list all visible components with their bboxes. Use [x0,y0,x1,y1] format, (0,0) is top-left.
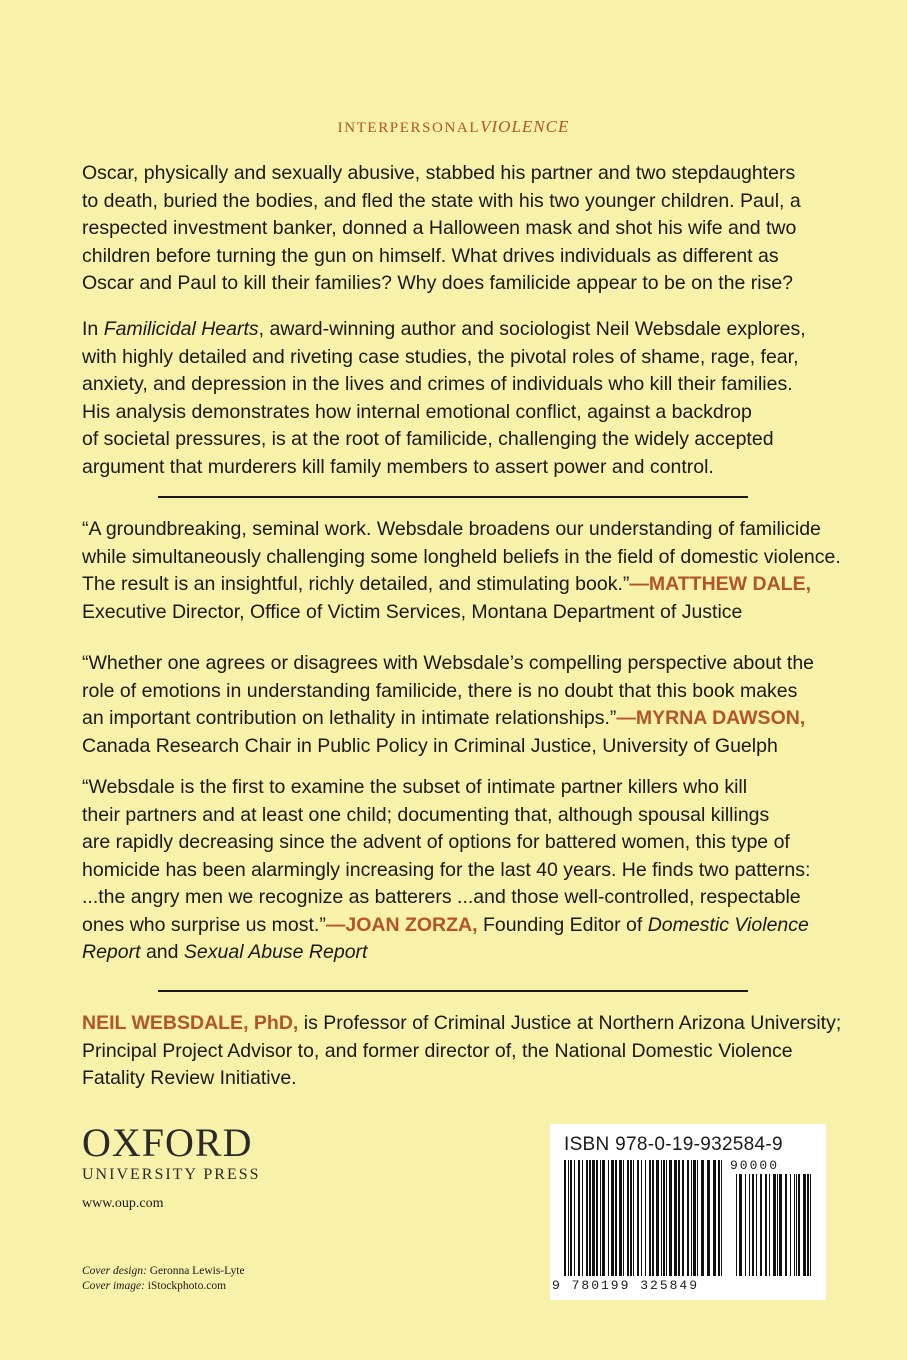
cover-credits [82,1264,245,1294]
book-title: Familicidal Hearts [103,318,259,340]
publisher-logo [82,1120,261,1184]
blurb-line: are rapidly decreasing since the advent of options for battered women, this type of [82,831,790,853]
description-paragraph [82,316,842,481]
intro-line: to death, buried the bodies, and fled the state with his two younger children. Paul, a [82,189,801,212]
description-line: anxiety, and depression in the lives and crimes of individuals who kill their families. [82,373,793,395]
bio-line: Principal Project Advisor to, and former director of, the National Domestic Violence [82,1039,793,1062]
description-line: , award-winning author and sociologist Neil Websdale explores, [258,318,806,340]
intro-line: children before turning the gun on himself. What drives individuals as different as [82,244,779,267]
intro-line: respected investment banker, donned a Halloween mask and shot his wife and two [82,217,797,239]
intro-line: Oscar, physically and sexually abusive, stabbed his partner and two stepdaughters [82,162,796,184]
intro-paragraph [82,160,842,298]
blurb-line: The result is an insightful, richly detailed, and stimulating book.” [82,573,630,595]
blurb-dale [82,516,842,626]
blurb-zorza [82,774,842,967]
author-bio [82,1010,842,1093]
credit-value: iStockphoto.com [144,1280,227,1292]
blurb-line: “Websdale is the first to examine the subset of intimate partner killers who kill [82,776,748,798]
publisher-sub: UNIVERSITY PRESS [82,1166,261,1183]
description-line: of societal pressures, is at the root of familicide, challenging the widely accepted [82,428,774,450]
endorser-name: —JOAN ZORZA, [325,913,478,936]
bio-line: Fatality Review Initiative. [82,1067,297,1089]
credit-label: Cover design: [82,1265,147,1277]
credit-label: Cover image: [82,1280,145,1292]
endorser-name: —MYRNA DAWSON, [616,707,806,729]
divider [158,496,748,498]
blurb-line: their partners and at least one child; documenting that, although spousal killings [82,803,770,826]
divider [158,990,748,992]
series-prefix: INTERPERSONAL [337,120,481,136]
description-line: with highly detailed and riveting case studies, the pivotal roles of shame, rage, fear, [82,345,799,368]
credit-value: Geronna Lewis-Lyte [146,1265,245,1277]
endorser-affiliation: Founding Editor of [477,913,648,936]
series-suffix: VIOLENCE [480,117,570,136]
bio-line: is Professor of Criminal Justice at Northern Arizona University; [298,1012,842,1034]
journal-title: Sexual Abuse Report [183,941,368,963]
barcode-box [550,1124,826,1300]
series-title [0,117,907,137]
conjunction: and [140,941,184,963]
description-lead: In [82,318,104,340]
publisher-url[interactable]: www.oup.com [82,1196,164,1211]
description-line: argument that murderers kill family members to assert power and control. [82,455,714,478]
description-line: His analysis demonstrates how internal emotional conflict, against a backdrop [82,400,752,423]
intro-line: Oscar and Paul to kill their families? Why does familicide appear to be on the rise? [82,272,794,294]
barcode-digits: 9 780199 325849 [552,1278,700,1293]
journal-title: Report [82,941,141,963]
blurb-dawson [82,650,842,760]
endorser-affiliation: Canada Research Chair in Public Policy in Criminal Justice, University of Guelph [82,734,778,757]
blurb-line: ones who surprise us most.” [82,913,326,936]
endorser-name: —MATTHEW DALE, [629,573,811,595]
endorser-affiliation: Executive Director, Office of Victim Services, Montana Department of Justice [82,600,743,623]
blurb-line: role of emotions in understanding familicide, there is no doubt that this book makes [82,679,798,702]
blurb-line: “A groundbreaking, seminal work. Websdale broadens our understanding of familicide [82,518,821,540]
journal-title: Domestic Violence [647,913,809,936]
barcode-addon: 90000 [730,1158,780,1173]
author-name: NEIL WEBSDALE, PhD, [82,1012,299,1034]
blurb-line: homicide has been alarmingly increasing for the last 40 years. He finds two patterns: [82,858,811,881]
isbn-text: ISBN 978-0-19-932584-9 [564,1134,783,1155]
publisher-name: OXFORD [82,1120,253,1165]
blurb-line: “Whether one agrees or disagrees with Websdale’s compelling perspective about the [82,652,815,674]
blurb-line: while simultaneously challenging some longheld beliefs in the field of domestic violence. [82,545,841,568]
barcode-icon [564,1160,814,1278]
blurb-line: an important contribution on lethality in intimate relationships.” [82,707,617,729]
blurb-line: ...the angry men we recognize as batterers ...and those well-controlled, respectable [82,886,801,908]
